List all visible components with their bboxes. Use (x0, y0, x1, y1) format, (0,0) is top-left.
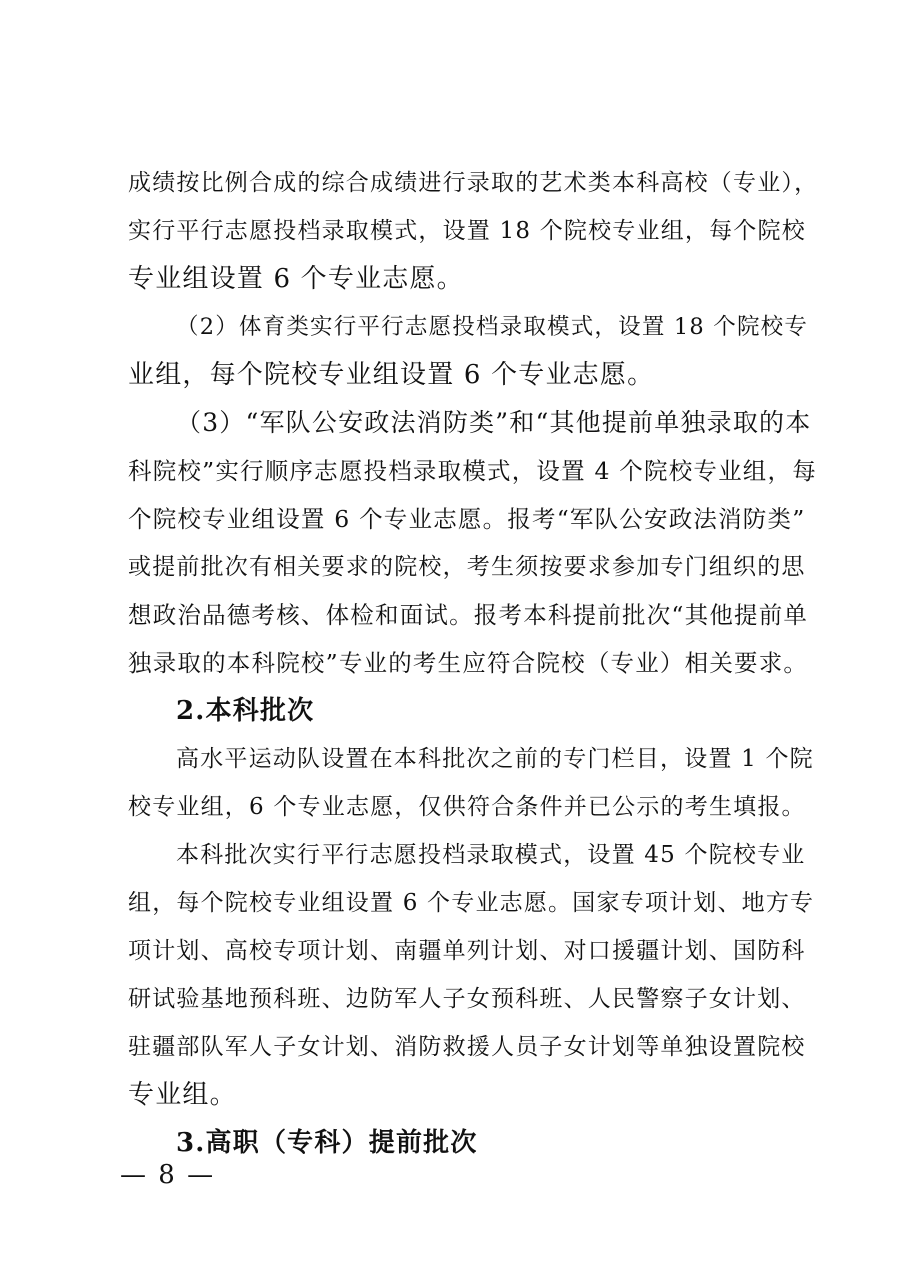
paragraph-line: 想政治品德考核、体检和面试。报考本科提前批次“其他提前单 (128, 601, 809, 629)
paragraph-line: 实行平行志愿投档录取模式，设置 18 个院校专业组，每个院校 (128, 218, 806, 244)
paragraph-line: 成绩按比例合成的综合成绩进行录取的艺术类本科高校（专业）， (128, 170, 819, 196)
paragraph-line: 业组，每个院校专业组设置 6 个专业志愿。 (128, 360, 655, 390)
paragraph-line: 高水平运动队设置在本科批次之前的专门栏目，设置 1 个院 (176, 746, 814, 772)
paragraph-line: 或提前批次有相关要求的院校，考生须按要求参加专门组织的思 (128, 554, 806, 580)
paragraph-line: 研试验基地预科班、边防军人子女预科班、人民警察子女计划、 (128, 986, 806, 1012)
paragraph-line: 本科批次实行平行志愿投档录取模式，设置 45 个院校专业 (176, 842, 806, 868)
paragraph-line: 驻疆部队军人子女计划、消防救援人员子女计划等单独设置院校 (128, 1034, 806, 1060)
paragraph-line: （2）体育类实行平行志愿投档录取模式，设置 18 个院校专 (176, 314, 809, 340)
page-number: — 8 — (120, 1160, 216, 1190)
paragraph-line: 组，每个院校专业组设置 6 个专业志愿。国家专项计划、地方专 (128, 890, 815, 916)
paragraph-line: 专业组。 (128, 1080, 237, 1110)
paragraph-line: 独录取的本科院校”专业的考生应符合院校（专业）相关要求。 (128, 649, 809, 677)
paragraph-line: 专业组设置 6 个专业志愿。 (128, 264, 464, 294)
section-heading: 3.高职（专科）提前批次 (176, 1128, 478, 1158)
paragraph-line: （3）“军队公安政法消防类”和“其他提前单独录取的本 (176, 408, 812, 437)
paragraph-line: 个院校专业组设置 6 个专业志愿。报考“军队公安政法消防类” (128, 505, 806, 533)
paragraph-line: 科院校”实行顺序志愿投档录取模式，设置 4 个院校专业组，每 (128, 457, 817, 485)
paragraph-line: 项计划、高校专项计划、南疆单列计划、对口援疆计划、国防科 (128, 938, 806, 964)
paragraph-line: 校专业组，6 个专业志愿，仅供符合条件并已公示的考生填报。 (128, 794, 806, 820)
section-heading: 2.本科批次 (176, 696, 315, 726)
